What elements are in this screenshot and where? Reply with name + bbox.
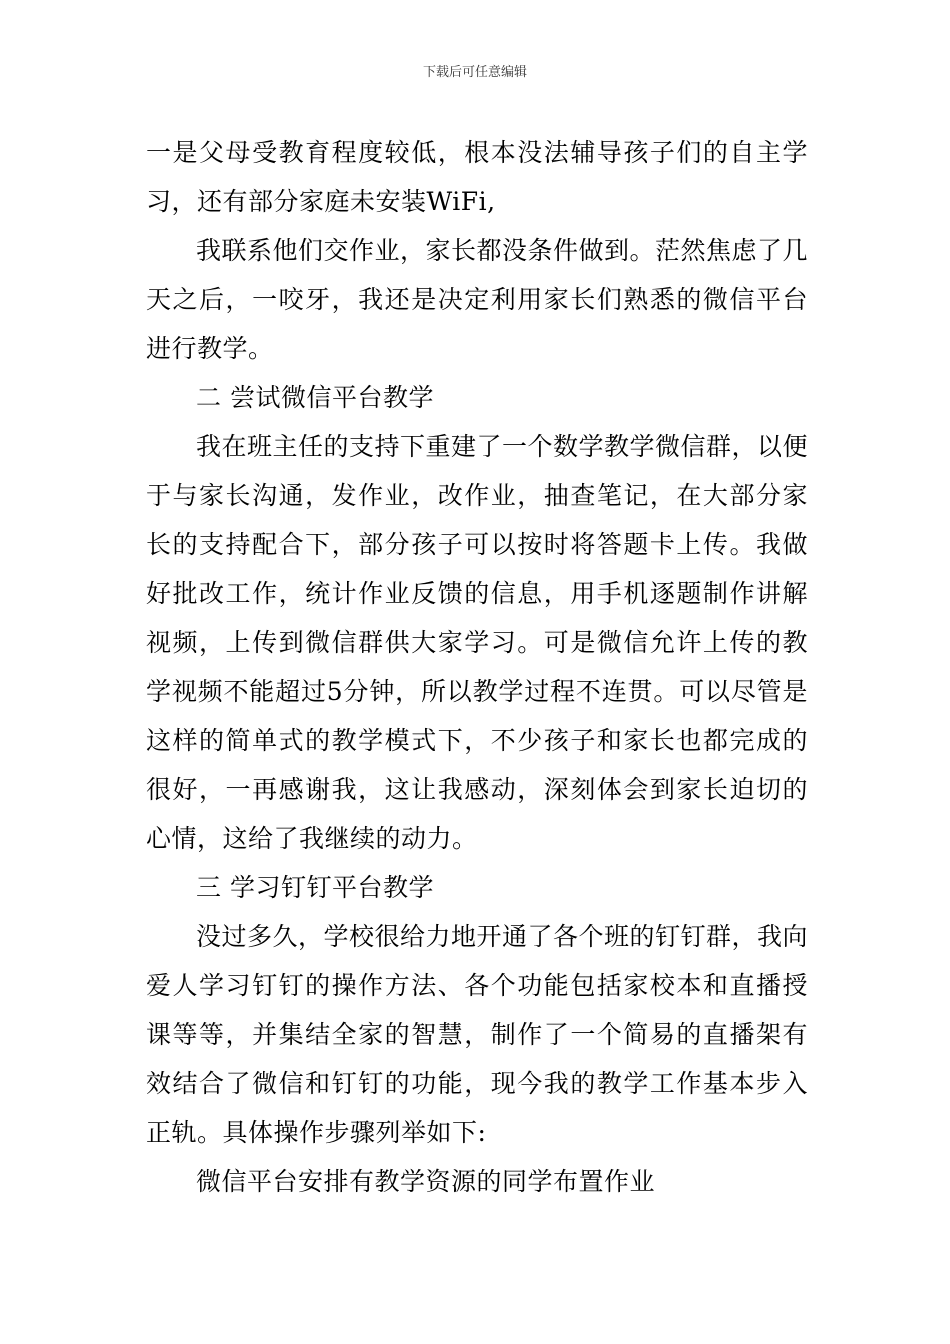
section-heading: 三 学习钉钉平台教学 — [196, 873, 434, 902]
document-body — [146, 128, 808, 1206]
paragraph: 我联系他们交作业，家长都没条件做到。茫然焦虑了几天之后，一咬牙，我还是决定利用家长们熟悉的微信平台进行教学。 — [146, 236, 809, 363]
page-header: 下载后可任意编辑 — [422, 65, 527, 80]
paragraph: 微信平台安排有教学资源的同学布置作业 — [196, 1167, 656, 1196]
paragraph: 没过多久，学校很给力地开通了各个班的钉钉群，我向爱人学习钉钉的操作方法、各个功能包括家校本和直播授课等等，并集结全家的智慧，制作了一个简易的直播架有效结合了微信和钉钉的功能，现今我的教学工作基本步入正轨。具体操作步骤列举如下: — [146, 922, 809, 1147]
paragraph-continuation: 一是父母受教育程度较低，根本没法辅导孩子们的自主学习，还有部分家庭未安装WiFi, — [146, 138, 808, 216]
section-heading: 二 尝试微信平台教学 — [196, 383, 434, 412]
paragraph: 我在班主任的支持下重建了一个数学教学微信群，以便于与家长沟通，发作业，改作业，抽查笔记，在大部分家长的支持配合下，部分孩子可以按时将答题卡上传。我做好批改工作，统计作业反馈的信息，用手机逐题制作讲解视频，上传到微信群供大家学习。可是微信允许上传的教学视频不能超过5分钟，所以教学过程不连贯。可以尽管是这样的简单式的教学模式下，不少孩子和家长也都完成的很好，一再感谢我，这让我感动，深刻体会到家长迫切的心情，这给了我继续的动力。 — [146, 432, 809, 853]
